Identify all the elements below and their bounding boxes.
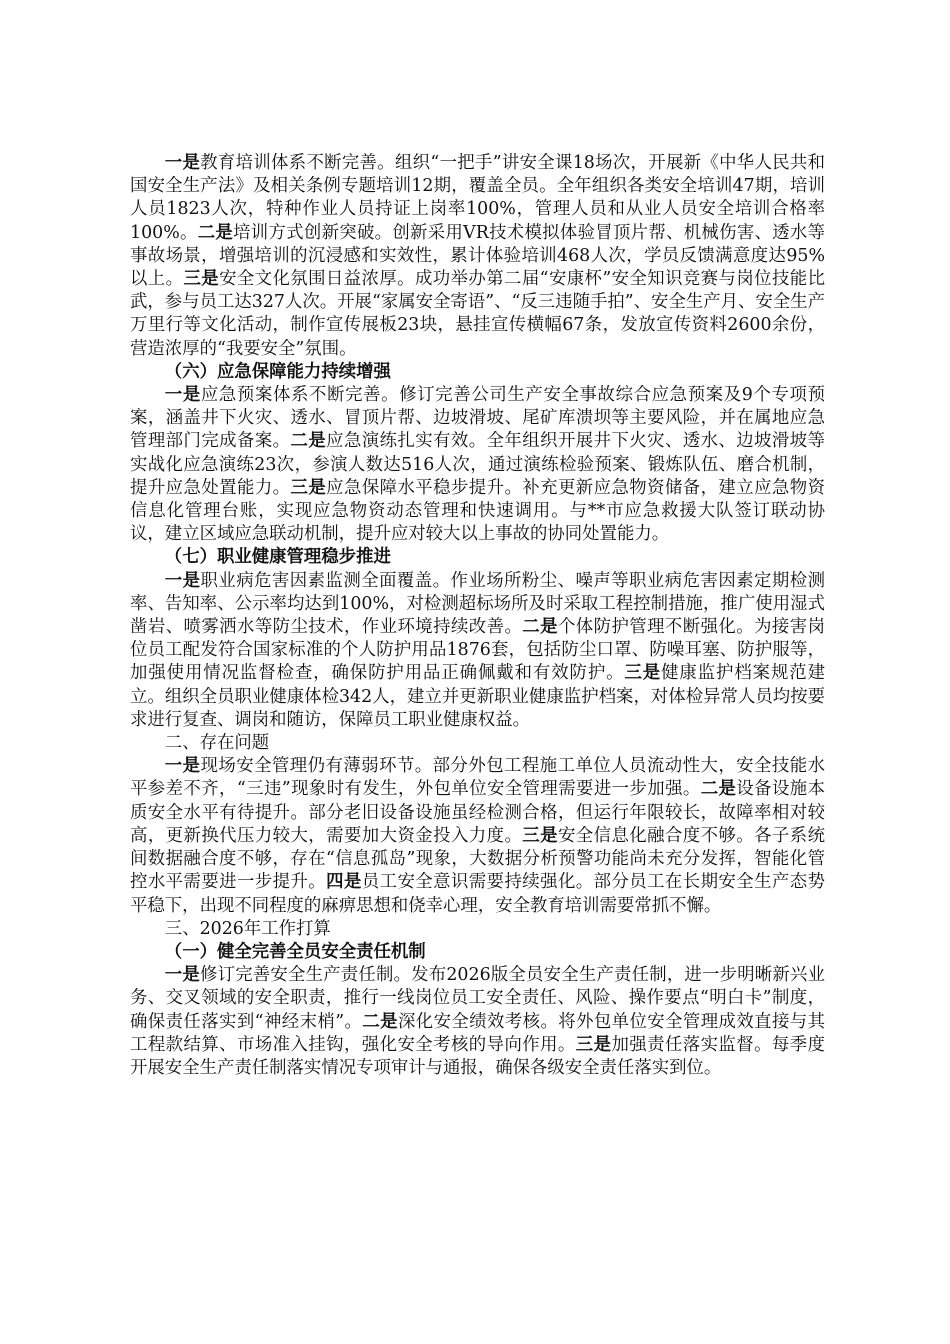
section-heading: 二、存在问题 [164,733,270,754]
paragraph [130,570,825,732]
section-heading: 三、2026年工作打算 [164,918,331,939]
paragraph-text: 安全文化氛围日益浓厚。成功举办第二届“安康杯”安全知识竞赛与岗位技能比武，参与员工达327人次。开展“家属安全寄语”、“反三违随手拍”、安全生产月、安全生产万里行等文化活动，制作宣传展板23块，悬挂宣传横幅67条，发放宣传资料2600余份，营造浓厚的“我要安全”氛围。 [130,269,825,359]
paragraph-text: 职业病危害因素监测全面覆盖。作业场所粉尘、噪声等职业病危害因素定期检测率、告知率、公示率均达到100%，对检测超标场所及时采取工程控制措施，推广使用湿式凿岩、喷雾洒水等防尘技术，作业环境持续改善。 [130,570,825,638]
paragraph-text: 应急保障水平稳步提升。补充更新应急物资储备，建立应急物资信息化管理台账，实现应急物资动态管理和快速调用。与**市应急救援大队签订联动协议，建立区域应急联动机制，提升应对较大以上事故的协同处置能力。 [130,477,825,545]
paragraph [130,755,825,917]
document-body [130,152,825,1080]
lead-phrase: 一是 [164,153,201,173]
paragraph-text: 加强责任落实监督。每季度开展安全生产责任制落实情况专项审计与通报，确保各级安全责任落实到位。 [130,1034,825,1078]
lead-phrase: 二是 [197,222,234,243]
paragraph-text: 应急演练扎实有效。全年组织开展井下火灾、透水、边坡滑坡等实战化应急演练23次，参演人数达516人次，通过演练检验预案、锻炼队伍、磨合机制，提升应急处置能力。 [130,431,825,498]
lead-phrase: 二是 [290,431,327,452]
paragraph [130,152,825,361]
lead-phrase: 四是 [326,872,362,893]
lead-phrase: 一是 [164,965,200,986]
lead-phrase: 二是 [362,1011,398,1032]
paragraph-text: 应急预案体系不断完善。修订完善公司生产安全事故综合应急预案及9个专项预案，涵盖井下火灾、透水、冒顶片帮、边坡滑坡、尾矿库溃坝等主要风险，并在属地应急管理部门完成备案。 [130,385,825,452]
paragraph-text: 现场安全管理仍有薄弱环节。部分外包工程施工单位人员流动性大，安全技能水平参差不齐，“三违”现象时有发生，外包单位安全管理需要进一步加强。 [130,756,825,800]
lead-phrase: 一是 [164,570,201,591]
lead-phrase: 三是 [624,663,662,684]
paragraph-text: 安全信息化融合度不够。各子系统间数据融合度不够，存在“信息孤岛”现象，大数据分析预警功能尚未充分发挥，智能化管控水平需要进一步提升。 [130,825,825,893]
paragraph-text: 深化安全绩效考核。将外包单位安全管理成效直接与其工程款结算、市场准入挂钩，强化安全考核的导向作用。 [130,1011,825,1055]
paragraph-text: 修订完善安全生产责任制。发布2026版全员安全生产责任制，进一步明晰新兴业务、交叉领域的安全职责，推行一线岗位员工安全责任、风险、操作要点“明白卡”制度，确保责任落实到“神经末梢”。 [130,965,825,1032]
subsection-heading: （七）职业健康管理稳步推进 [164,547,391,568]
paragraph [130,964,825,1080]
paragraph-text: 培训方式创新突破。创新采用VR技术模拟体验冒顶片帮、机械伤害、透水等事故场景，增强培训的沉浸感和实效性，累计体验培训468人次，学员反馈满意度达95%以上。 [130,222,825,290]
paragraph-text: 健康监护档案规范建立。组织全员职业健康体检342人，建立并更新职业健康监护档案，对体检异常人员均按要求进行复查、调岗和随访，保障员工职业健康权益。 [130,663,825,730]
paragraph-text: 设备设施本质安全水平有待提升。部分老旧设备设施虽经检测合格，但运行年限较长，故障率相对较高，更新换代压力较大，需要加大资金投入力度。 [130,779,825,846]
lead-phrase: 二是 [700,779,737,800]
lead-phrase: 一是 [164,385,201,406]
lead-phrase: 二是 [522,617,558,638]
lead-phrase: 三是 [575,1034,612,1055]
paragraph-text: 教育培训体系不断完善。组织“一把手”讲安全课18场次，开展新《中华人民共和国安全生产法》及相关条例专题培训12期，覆盖全员。全年组织各类安全培训47期，培训人员1823人次，特种作业人员持证上岗率100%，管理人员和从业人员安全培训合格率100%。 [130,153,825,243]
paragraph-text: 员工安全意识需要持续强化。部分员工在长期安全生产态势平稳下，出现不同程度的麻痹思想和侥幸心理，安全教育培训需要常抓不懈。 [130,872,825,916]
subsection-heading: （一）健全完善全员安全责任机制 [164,941,426,962]
paragraph [130,384,825,546]
subsection-heading: （六）应急保障能力持续增强 [164,361,391,382]
paragraph-text: 个体防护管理不断强化。为接害岗位员工配发符合国家标准的个人防护用品1876套，包括防尘口罩、防噪耳塞、防护服等，加强使用情况监督检查，确保防护用品正确佩戴和有效防护。 [130,617,825,684]
lead-phrase: 三是 [290,477,327,498]
lead-phrase: 三是 [522,825,558,846]
lead-phrase: 一是 [164,756,201,777]
lead-phrase: 三是 [183,269,220,290]
